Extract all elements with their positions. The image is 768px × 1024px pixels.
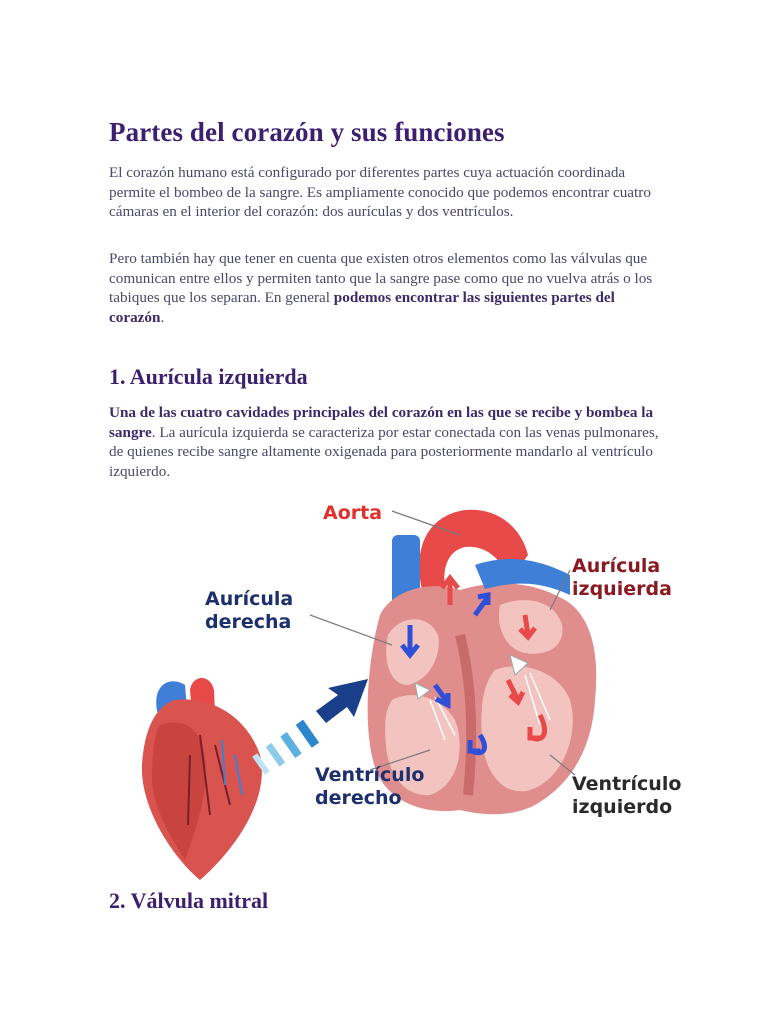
label-aorta: Aorta (323, 502, 383, 524)
section-1-paragraph (109, 403, 669, 481)
label-ventriculo-izquierdo-2: izquierdo (572, 796, 673, 818)
zoom-arrow (252, 679, 368, 775)
label-ventriculo-derecho-1: Ventrículo (315, 764, 425, 786)
external-heart-illustration (142, 678, 262, 880)
intro-paragraph-2-text: Pero también hay que tener en cuenta que existen otros elementos como las válvulas que comunican entre ellos y permiten tanto que la sangre pase como que no vuelva atrás o los tabiques que los separan. En general (109, 250, 653, 306)
section-1-bold: Una de las cuatro cavidades principales del corazón en las que se recibe y bombea la sangre (109, 404, 654, 441)
label-auricula-izquierda-1: Aurícula (572, 555, 661, 577)
section-1-heading: 1. Aurícula izquierda (109, 364, 308, 389)
label-auricula-derecha-2: derecha (205, 611, 292, 633)
label-ventriculo-derecho-2: derecho (315, 787, 402, 809)
label-auricula-izquierda-2: izquierda (572, 578, 672, 600)
heart-diagram (130, 485, 710, 885)
intro-paragraph-2-end: . (160, 308, 165, 326)
intro-paragraph-1: El corazón humano está configurado por diferentes partes cuya actuación coordinada permite el bombeo de la sangre. Es ampliamente conocido que podemos encontrar cuatro cámaras en el interior del corazón: dos aurículas y dos ventrículos. (109, 164, 651, 220)
section-1-text: . La aurícula izquierda se caracteriza por estar conectada con las venas pulmonares, de quienes recibe sangre altamente oxigenada para posteriormente mandarlo al ventrículo izquierdo. (109, 423, 659, 480)
label-auricula-derecha-1: Aurícula (205, 588, 294, 610)
intro-paragraph-2-bold: podemos encontrar las siguientes partes del corazón (109, 289, 615, 326)
label-ventriculo-izquierdo-1: Ventrículo (572, 773, 682, 795)
section-2-heading: 2. Válvula mitral (109, 888, 269, 913)
intro-paragraph-2 (109, 249, 669, 327)
page-title: Partes del corazón y sus funciones (109, 117, 505, 147)
